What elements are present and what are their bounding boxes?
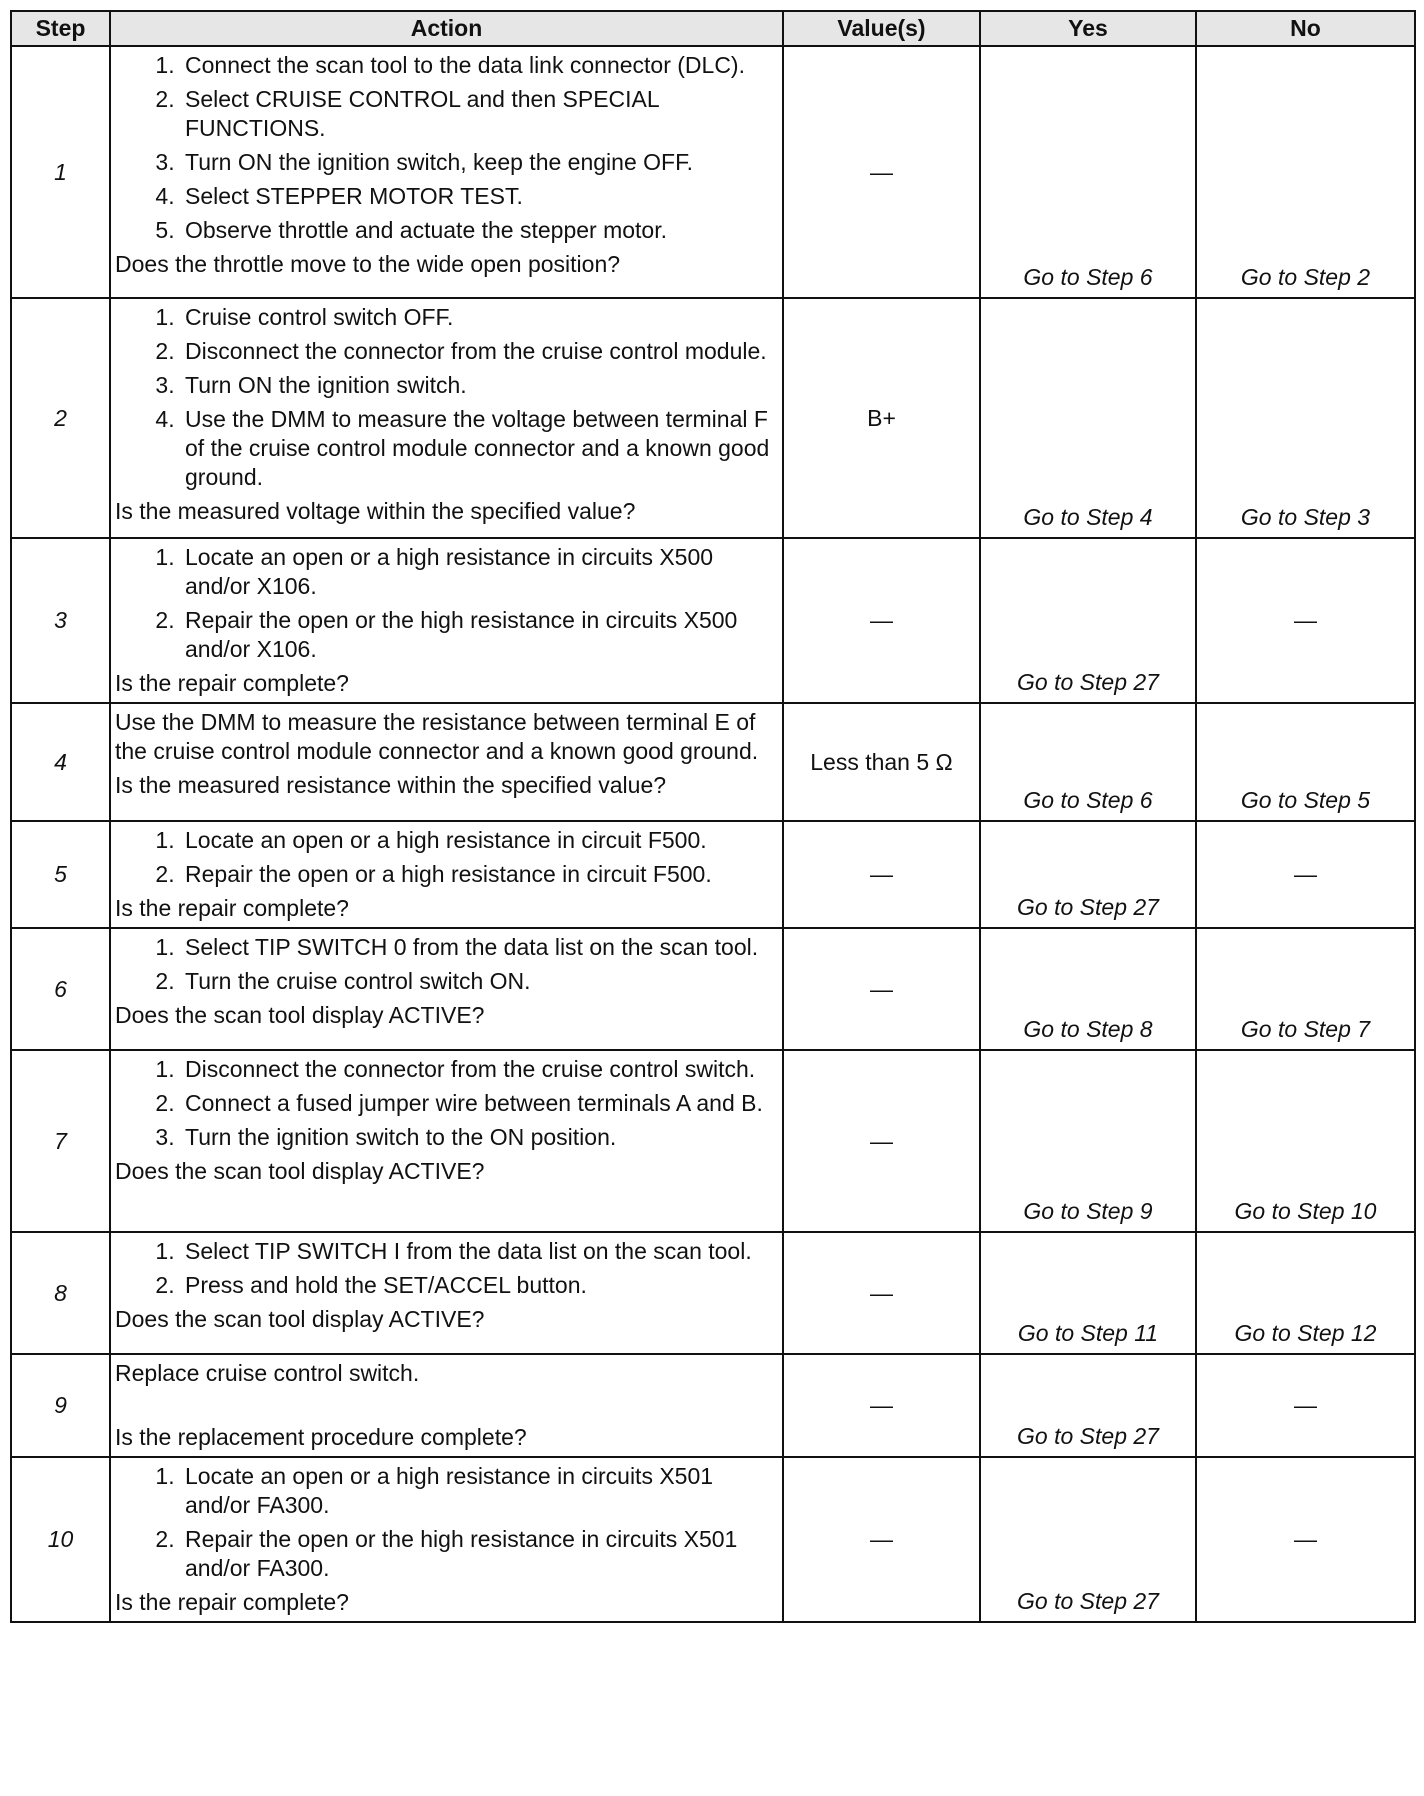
action-question: Is the repair complete?	[115, 895, 349, 921]
no-cell: Go to Step 10	[1196, 1050, 1415, 1232]
action-question: Does the scan tool display ACTIVE?	[115, 1158, 485, 1184]
step-number: 8	[11, 1232, 110, 1354]
action-question: Is the measured voltage within the specified value?	[115, 498, 636, 524]
action-instruction: Use the DMM to measure the resistance between terminal E of the cruise control module connector and a known good ground.	[115, 709, 759, 764]
header-yes: Yes	[980, 11, 1196, 46]
action-step-item: 2. Repair the open or a high resistance in circuit F500.	[181, 860, 774, 889]
action-cell	[110, 538, 783, 703]
table-body	[11, 46, 1415, 1622]
action-step-item: 3. Turn ON the ignition switch, keep the engine OFF.	[181, 148, 774, 177]
action-step-item: 3. Turn ON the ignition switch.	[181, 371, 774, 400]
action-steps-list	[115, 543, 774, 664]
value-cell: —	[783, 821, 980, 928]
table-row	[11, 703, 1415, 821]
action-cell	[110, 928, 783, 1050]
action-question: Is the repair complete?	[115, 670, 349, 696]
value-cell: B+	[783, 298, 980, 538]
no-cell: Go to Step 12	[1196, 1232, 1415, 1354]
table-row	[11, 1457, 1415, 1622]
action-step-item: 2. Repair the open or the high resistance in circuits X501 and/or FA300.	[181, 1525, 774, 1583]
header-step: Step	[11, 11, 110, 46]
action-steps-list	[115, 1055, 774, 1152]
no-cell: —	[1196, 1354, 1415, 1457]
table-row	[11, 46, 1415, 298]
value-cell: —	[783, 1232, 980, 1354]
yes-cell: Go to Step 27	[980, 538, 1196, 703]
header-action: Action	[110, 11, 783, 46]
yes-cell: Go to Step 8	[980, 928, 1196, 1050]
action-step-item: 2. Disconnect the connector from the cruise control module.	[181, 337, 774, 366]
no-cell: —	[1196, 821, 1415, 928]
step-number: 5	[11, 821, 110, 928]
yes-cell: Go to Step 27	[980, 1457, 1196, 1622]
step-number: 10	[11, 1457, 110, 1622]
step-number: 4	[11, 703, 110, 821]
header-values: Value(s)	[783, 11, 980, 46]
yes-cell: Go to Step 27	[980, 821, 1196, 928]
yes-cell: Go to Step 4	[980, 298, 1196, 538]
action-question: Is the measured resistance within the specified value?	[115, 772, 667, 798]
action-question: Does the scan tool display ACTIVE?	[115, 1306, 485, 1332]
action-question: Is the replacement procedure complete?	[115, 1424, 527, 1450]
action-step-item: 1. Select TIP SWITCH 0 from the data list on the scan tool.	[181, 933, 774, 962]
action-step-item: 2. Repair the open or the high resistance in circuits X500 and/or X106.	[181, 606, 774, 664]
action-step-item: 3. Turn the ignition switch to the ON position.	[181, 1123, 774, 1152]
value-cell: —	[783, 1354, 980, 1457]
action-step-item: 2. Press and hold the SET/ACCEL button.	[181, 1271, 774, 1300]
no-cell: —	[1196, 1457, 1415, 1622]
action-steps-list	[115, 826, 774, 889]
header-no: No	[1196, 11, 1415, 46]
action-steps-list	[115, 303, 774, 492]
no-cell: Go to Step 5	[1196, 703, 1415, 821]
value-cell: —	[783, 1457, 980, 1622]
action-step-item: 1. Locate an open or a high resistance in circuit F500.	[181, 826, 774, 855]
step-number: 3	[11, 538, 110, 703]
action-cell	[110, 1354, 783, 1457]
action-step-item: 4. Select STEPPER MOTOR TEST.	[181, 182, 774, 211]
action-cell	[110, 703, 783, 821]
action-cell	[110, 1232, 783, 1354]
action-question: Does the throttle move to the wide open position?	[115, 251, 621, 277]
no-cell: Go to Step 7	[1196, 928, 1415, 1050]
action-step-item: 1. Select TIP SWITCH I from the data list on the scan tool.	[181, 1237, 774, 1266]
action-step-item: 2. Turn the cruise control switch ON.	[181, 967, 774, 996]
action-question: Is the repair complete?	[115, 1589, 349, 1615]
header-row	[11, 11, 1415, 46]
action-step-item: 5. Observe throttle and actuate the stepper motor.	[181, 216, 774, 245]
value-cell: —	[783, 928, 980, 1050]
diagnostic-table-page	[10, 10, 1414, 1623]
action-step-item: 1. Disconnect the connector from the cruise control switch.	[181, 1055, 774, 1084]
action-steps-list	[115, 51, 774, 245]
action-instruction: Replace cruise control switch.	[115, 1360, 420, 1386]
step-number: 1	[11, 46, 110, 298]
step-number: 9	[11, 1354, 110, 1457]
step-number: 7	[11, 1050, 110, 1232]
table-row	[11, 1232, 1415, 1354]
action-steps-list	[115, 1462, 774, 1583]
yes-cell: Go to Step 11	[980, 1232, 1196, 1354]
table-row	[11, 1354, 1415, 1457]
table-row	[11, 821, 1415, 928]
action-cell	[110, 1050, 783, 1232]
action-steps-list	[115, 933, 774, 996]
yes-cell: Go to Step 9	[980, 1050, 1196, 1232]
yes-cell: Go to Step 6	[980, 703, 1196, 821]
action-step-item: 1. Locate an open or a high resistance in circuits X500 and/or X106.	[181, 543, 774, 601]
action-step-item: 1. Connect the scan tool to the data link connector (DLC).	[181, 51, 774, 80]
value-cell: —	[783, 1050, 980, 1232]
action-step-item: 1. Cruise control switch OFF.	[181, 303, 774, 332]
action-step-item: 4. Use the DMM to measure the voltage between terminal F of the cruise control module connector and a known good ground.	[181, 405, 774, 492]
no-cell: Go to Step 3	[1196, 298, 1415, 538]
no-cell: Go to Step 2	[1196, 46, 1415, 298]
action-step-item: 1. Locate an open or a high resistance in circuits X501 and/or FA300.	[181, 1462, 774, 1520]
table-row	[11, 1050, 1415, 1232]
action-cell	[110, 821, 783, 928]
yes-cell: Go to Step 27	[980, 1354, 1196, 1457]
diagnostic-table	[10, 10, 1416, 1623]
step-number: 2	[11, 298, 110, 538]
action-step-item: 2. Select CRUISE CONTROL and then SPECIAL FUNCTIONS.	[181, 85, 774, 143]
action-cell	[110, 298, 783, 538]
action-question: Does the scan tool display ACTIVE?	[115, 1002, 485, 1028]
yes-cell: Go to Step 6	[980, 46, 1196, 298]
value-cell: Less than 5 Ω	[783, 703, 980, 821]
action-step-item: 2. Connect a fused jumper wire between terminals A and B.	[181, 1089, 774, 1118]
value-cell: —	[783, 538, 980, 703]
step-number: 6	[11, 928, 110, 1050]
table-row	[11, 928, 1415, 1050]
value-cell: —	[783, 46, 980, 298]
action-cell	[110, 1457, 783, 1622]
action-steps-list	[115, 1237, 774, 1300]
action-cell	[110, 46, 783, 298]
spacer	[115, 1393, 774, 1423]
table-row	[11, 298, 1415, 538]
table-row	[11, 538, 1415, 703]
no-cell: —	[1196, 538, 1415, 703]
